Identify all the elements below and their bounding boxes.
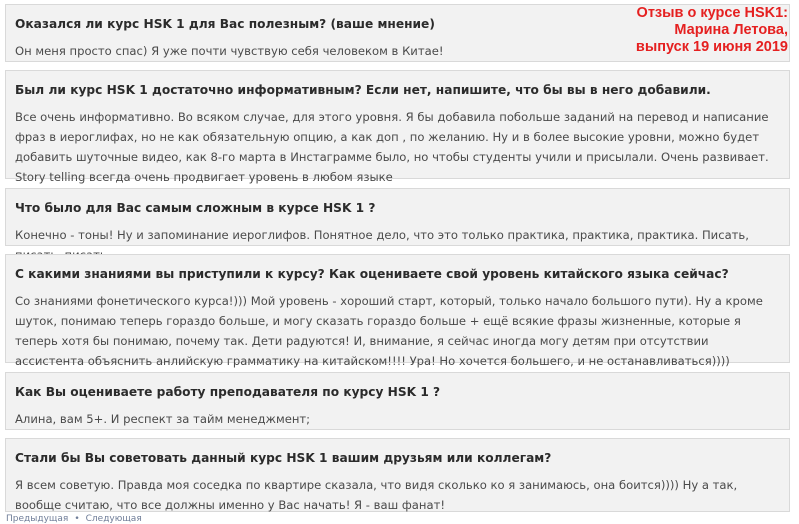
answer-text: Все очень информативно. Во всяком случае, для этого уровня. Я бы добавила побольше заданий на перевод и написание фраз в иероглифах, но не как обязательную опцию, а как доп , по желанию. Ну и в более высокие уровни, можно будет добавить шуточные видео, как 8-го марта в Инстаграмме было, но чтобы студенты учили и присылали. Очень развивает. Story telling всегда очень продвигает уровень в любом языке bbox=[15, 110, 769, 184]
answer-text: Он меня просто спас) Я уже почти чувствую себя человеком в Китае! bbox=[15, 44, 444, 58]
prev-link[interactable]: Предыдущая bbox=[6, 514, 69, 524]
answer-text: Я всем советую. Правда моя соседка по квартире сказала, что видя сколько ко я занимаюсь, она боится)))) Ну а так, вообще считаю, что все должны именно у Вас начать! Я - ваш фанат! bbox=[15, 478, 738, 512]
question-text: Был ли курс HSK 1 достаточно информативным? Если нет, напишите, что бы вы в него добавили. bbox=[15, 83, 711, 97]
question-text: Оказался ли курс HSK 1 для Вас полезным? (ваше мнение) bbox=[15, 17, 435, 31]
review-badge-author: Марина Летова, bbox=[674, 22, 788, 38]
answer-text: Конечно - тоны! Ну и запоминание иероглифов. Понятное дело, что это только практика, практика, практика. Писать, bbox=[15, 228, 749, 242]
question-text: Что было для Вас самым сложным в курсе HSK 1 ? bbox=[15, 201, 376, 215]
answer-text: Алина, вам 5+. И респект за тайм менеджмент; bbox=[15, 412, 311, 426]
qa-card bbox=[5, 254, 790, 368]
review-badge-date: выпуск 19 июня 2019 bbox=[635, 39, 788, 55]
qa-card bbox=[5, 188, 790, 246]
qa-card bbox=[5, 70, 790, 184]
qa-card bbox=[5, 372, 790, 430]
answer-text: Со знаниями фонетического курса!))) Мой уровень - хороший старт, который, только начало большого пути). Ну а кроме шуток, понимаю теперь гораздо больше, и могу сказать гораздо больше + ещё всякие фразы жизненные, которые я теперь хотя бы понимаю, почему так. Дети радуются! И, внимание, я сейчас иногда могу детям при отсутствии ассистента объяснить анлийскую грамматику на китайском!!!! Ура! Но хочется большего, и не останавливаться)))) bbox=[15, 294, 763, 368]
question-text: С какими знаниями вы приступили к курсу? Как оцениваете свой уровень китайского языка сейчас? bbox=[15, 267, 729, 281]
next-link[interactable]: Следующая bbox=[85, 514, 142, 524]
qa-card bbox=[5, 438, 790, 512]
question-text: Стали бы Вы советовать данный курс HSK 1 вашим друзьям или коллегам? bbox=[15, 451, 552, 465]
pagination-separator: • bbox=[74, 514, 80, 524]
review-badge bbox=[636, 5, 788, 56]
pagination bbox=[6, 514, 148, 524]
question-text: Как Вы оцениваете работу преподавателя по курсу HSK 1 ? bbox=[15, 385, 441, 399]
review-badge-title: Отзыв о курсе HSK1: bbox=[636, 5, 788, 21]
